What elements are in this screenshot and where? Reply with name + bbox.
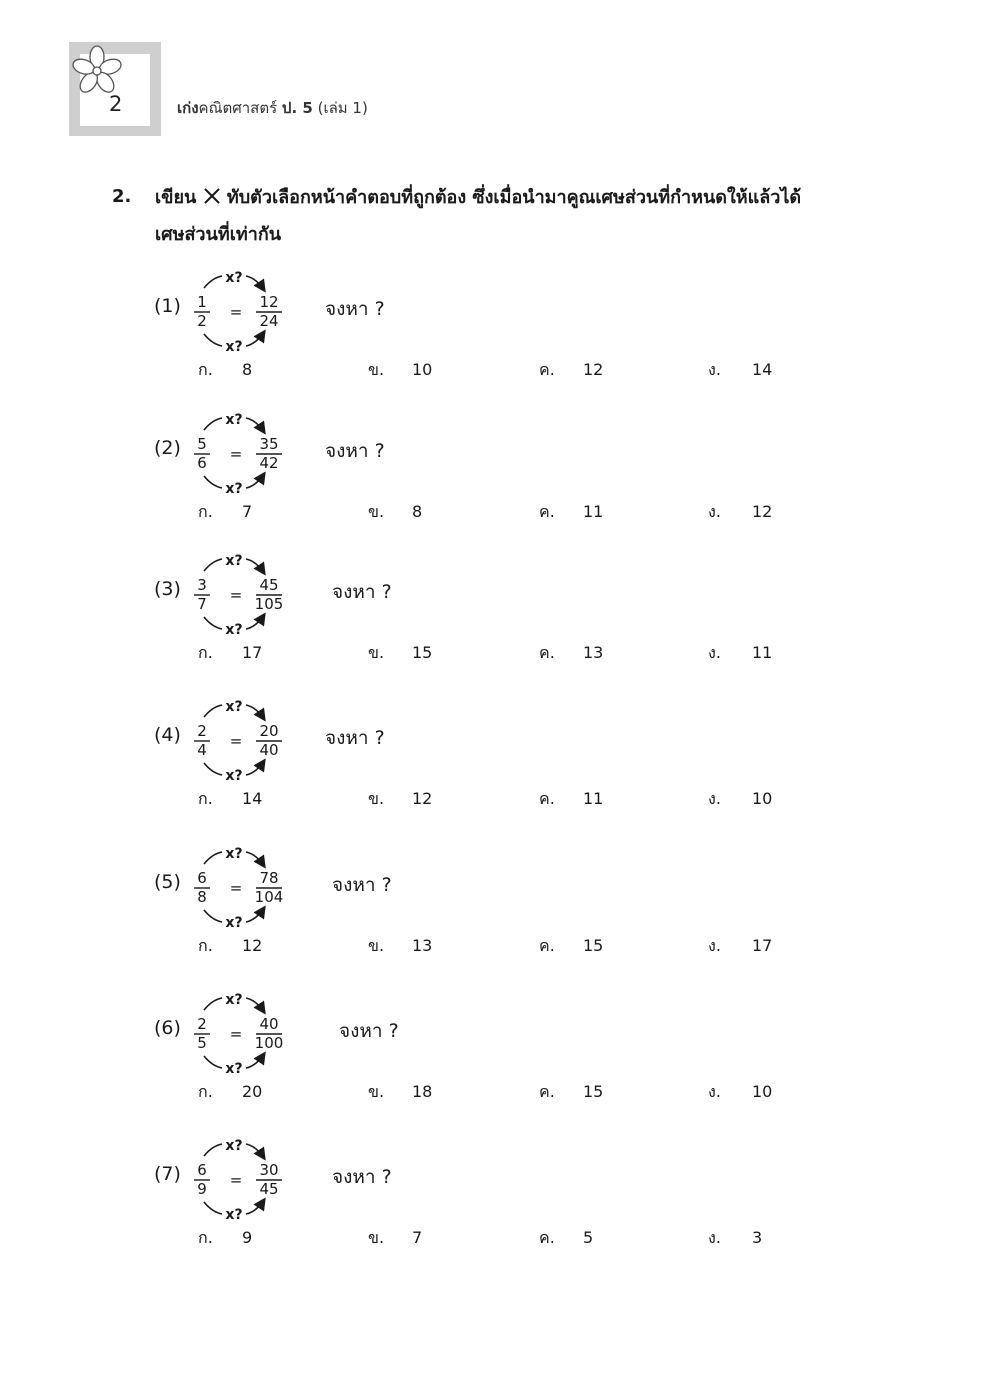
answer-option[interactable] — [368, 358, 432, 383]
result-denominator: 40 — [259, 741, 279, 759]
option-letter: ง. — [708, 643, 721, 662]
equals-sign: = — [229, 303, 243, 321]
option-value: 10 — [752, 789, 773, 808]
fraction-numerator: 1 — [197, 293, 207, 311]
answer-option[interactable] — [198, 358, 252, 383]
answer-option[interactable] — [368, 934, 432, 959]
answer-option[interactable] — [539, 787, 603, 812]
option-value: 7 — [242, 502, 253, 521]
fraction-numerator: 6 — [197, 869, 207, 887]
option-letter: ง. — [708, 360, 721, 379]
bottom-arrow — [246, 332, 264, 346]
option-value: 3 — [752, 1228, 763, 1247]
bottom-arrow — [246, 761, 264, 775]
bottom-arc-left — [204, 763, 222, 775]
option-letter: ก. — [198, 643, 213, 662]
result-denominator: 104 — [254, 888, 284, 906]
equals-sign: = — [229, 445, 243, 463]
answer-option[interactable] — [708, 787, 772, 812]
option-letter: ค. — [539, 1228, 555, 1247]
multiplier-bottom: x? — [225, 1207, 243, 1221]
problem-label: (4) — [154, 724, 181, 746]
option-letter: ค. — [539, 789, 555, 808]
option-value: 11 — [752, 643, 773, 662]
option-letter: ค. — [539, 360, 555, 379]
answer-option[interactable] — [368, 787, 432, 812]
result-numerator: 35 — [259, 435, 279, 453]
cross-mark-icon — [203, 188, 221, 204]
find-prompt: จงหา ? — [325, 440, 385, 462]
answer-option[interactable] — [198, 1226, 252, 1251]
option-letter: ค. — [539, 502, 555, 521]
problem-2 — [0, 410, 992, 520]
result-numerator: 45 — [259, 576, 279, 594]
option-value: 12 — [583, 360, 604, 379]
option-value: 15 — [583, 936, 604, 955]
fraction-numerator: 6 — [197, 1161, 207, 1179]
top-arrow — [246, 998, 264, 1012]
find-prompt: จงหา ? — [325, 727, 385, 749]
multiplier-top: x? — [225, 553, 243, 569]
option-value: 5 — [583, 1228, 594, 1247]
option-letter: ก. — [198, 360, 213, 379]
answer-option[interactable] — [368, 1226, 422, 1251]
multiplier-top: x? — [225, 1138, 243, 1154]
option-value: 10 — [752, 1082, 773, 1101]
result-numerator: 12 — [259, 293, 279, 311]
option-value: 13 — [412, 936, 433, 955]
top-arc-left — [204, 559, 222, 571]
fraction-denominator: 5 — [197, 1034, 207, 1052]
fraction-denominator: 9 — [197, 1180, 207, 1198]
top-arrow — [246, 559, 264, 573]
bottom-arrow — [246, 474, 264, 488]
problem-6 — [0, 990, 992, 1100]
answer-option[interactable] — [708, 641, 772, 666]
multiplier-top: x? — [225, 412, 243, 428]
answer-option[interactable] — [708, 1226, 762, 1251]
option-value: 11 — [583, 789, 604, 808]
answer-option[interactable] — [539, 641, 603, 666]
top-arrow — [246, 705, 264, 719]
find-prompt: จงหา ? — [332, 1166, 392, 1188]
title-brand: เก่ง — [177, 99, 199, 117]
option-value: 17 — [752, 936, 773, 955]
fraction-denominator: 8 — [197, 888, 207, 906]
bottom-arrow — [246, 1200, 264, 1214]
book-title — [177, 96, 368, 120]
multiplier-top: x? — [225, 992, 243, 1008]
answer-option[interactable] — [198, 500, 252, 525]
problem-4 — [0, 697, 992, 807]
option-letter: ก. — [198, 789, 213, 808]
answer-option[interactable] — [708, 500, 772, 525]
problem-3 — [0, 551, 992, 661]
bottom-arc-left — [204, 476, 222, 488]
fraction-numerator: 3 — [197, 576, 207, 594]
answer-option[interactable] — [539, 358, 603, 383]
flower-icon — [70, 44, 124, 98]
top-arc-left — [204, 705, 222, 717]
option-value: 17 — [242, 643, 263, 662]
answer-option[interactable] — [708, 934, 772, 959]
title-grade: ป. 5 — [281, 99, 313, 117]
problem-7 — [0, 1136, 992, 1246]
answer-option[interactable] — [368, 641, 432, 666]
option-letter: ก. — [198, 502, 213, 521]
top-arrow — [246, 852, 264, 866]
option-value: 8 — [242, 360, 253, 379]
equals-sign: = — [229, 732, 243, 750]
option-value: 10 — [412, 360, 433, 379]
fraction-denominator: 7 — [197, 595, 207, 613]
top-arrow — [246, 276, 264, 290]
option-letter: ง. — [708, 1228, 721, 1247]
top-arc-left — [204, 418, 222, 430]
answer-option[interactable] — [539, 1226, 593, 1251]
top-arc-left — [204, 852, 222, 864]
answer-option[interactable] — [708, 358, 772, 383]
fraction-diagram — [182, 697, 292, 782]
question-number: 2. — [112, 186, 132, 207]
option-value: 15 — [412, 643, 433, 662]
option-value: 15 — [583, 1082, 604, 1101]
bottom-arc-left — [204, 1056, 222, 1068]
result-denominator: 100 — [254, 1034, 284, 1052]
multiplier-top: x? — [225, 846, 243, 862]
option-value: 7 — [412, 1228, 423, 1247]
option-letter: ข. — [368, 360, 385, 379]
option-value: 12 — [412, 789, 433, 808]
question-line-1 — [155, 182, 801, 211]
option-letter: ข. — [368, 1082, 385, 1101]
answer-option[interactable] — [198, 1080, 262, 1105]
option-letter: ง. — [708, 936, 721, 955]
bottom-arc-left — [204, 617, 222, 629]
answer-option[interactable] — [198, 787, 262, 812]
option-letter: ข. — [368, 789, 385, 808]
option-letter: ข. — [368, 1228, 385, 1247]
option-letter: ข. — [368, 502, 385, 521]
problem-1 — [0, 268, 992, 378]
multiplier-bottom: x? — [225, 768, 243, 782]
option-value: 11 — [583, 502, 604, 521]
fraction-diagram — [182, 410, 292, 495]
title-subject: คณิตศาสตร์ — [198, 99, 278, 117]
result-denominator: 45 — [259, 1180, 279, 1198]
option-value: 8 — [412, 502, 423, 521]
find-prompt: จงหา ? — [332, 581, 392, 603]
option-letter: ง. — [708, 789, 721, 808]
fraction-diagram — [182, 551, 292, 636]
fraction-numerator: 2 — [197, 1015, 207, 1033]
multiplier-top: x? — [225, 699, 243, 715]
option-value: 9 — [242, 1228, 253, 1247]
option-letter: ค. — [539, 643, 555, 662]
option-value: 13 — [583, 643, 604, 662]
problem-label: (7) — [154, 1163, 181, 1185]
multiplier-bottom: x? — [225, 481, 243, 495]
question-line-2: เศษส่วนที่เท่ากัน — [155, 224, 282, 245]
equals-sign: = — [229, 879, 243, 897]
problem-label: (1) — [154, 295, 181, 317]
page-number: 2 — [109, 92, 123, 116]
multiplier-bottom: x? — [225, 622, 243, 636]
option-letter: ค. — [539, 1082, 555, 1101]
option-letter: ก. — [198, 1082, 213, 1101]
title-volume: (เล่ม 1) — [317, 99, 368, 117]
option-letter: ง. — [708, 502, 721, 521]
equals-sign: = — [229, 1025, 243, 1043]
option-letter: ก. — [198, 936, 213, 955]
top-arc-left — [204, 998, 222, 1010]
equals-sign: = — [229, 586, 243, 604]
bottom-arrow — [246, 615, 264, 629]
bottom-arc-left — [204, 334, 222, 346]
instruction-before-mark: เขียน — [155, 187, 197, 208]
answer-option[interactable] — [708, 1080, 772, 1105]
result-denominator: 24 — [259, 312, 279, 330]
fraction-diagram — [182, 844, 292, 929]
fraction-denominator: 4 — [197, 741, 207, 759]
multiplier-bottom: x? — [225, 1061, 243, 1075]
bottom-arrow — [246, 908, 264, 922]
bottom-arc-left — [204, 1202, 222, 1214]
option-letter: ง. — [708, 1082, 721, 1101]
problem-5 — [0, 844, 992, 954]
fraction-diagram — [182, 268, 292, 353]
problem-label: (3) — [154, 578, 181, 600]
option-value: 14 — [752, 360, 773, 379]
fraction-numerator: 5 — [197, 435, 207, 453]
find-prompt: จงหา ? — [332, 874, 392, 896]
top-arrow — [246, 418, 264, 432]
fraction-denominator: 2 — [197, 312, 207, 330]
result-denominator: 105 — [254, 595, 284, 613]
fraction-diagram — [182, 1136, 292, 1221]
find-prompt: จงหา ? — [339, 1020, 399, 1042]
answer-option[interactable] — [368, 1080, 432, 1105]
option-letter: ข. — [368, 936, 385, 955]
option-letter: ก. — [198, 1228, 213, 1247]
equals-sign: = — [229, 1171, 243, 1189]
option-letter: ค. — [539, 936, 555, 955]
problem-label: (5) — [154, 871, 181, 893]
answer-option[interactable] — [368, 500, 422, 525]
fraction-denominator: 6 — [197, 454, 207, 472]
problem-label: (2) — [154, 437, 181, 459]
multiplier-bottom: x? — [225, 339, 243, 353]
option-value: 18 — [412, 1082, 433, 1101]
top-arc-left — [204, 1144, 222, 1156]
bottom-arc-left — [204, 910, 222, 922]
option-value: 14 — [242, 789, 263, 808]
find-prompt: จงหา ? — [325, 298, 385, 320]
result-numerator: 30 — [259, 1161, 279, 1179]
option-value: 12 — [242, 936, 263, 955]
option-value: 12 — [752, 502, 773, 521]
answer-option[interactable] — [539, 934, 603, 959]
result-numerator: 78 — [259, 869, 279, 887]
result-numerator: 40 — [259, 1015, 279, 1033]
fraction-numerator: 2 — [197, 722, 207, 740]
answer-option[interactable] — [198, 641, 262, 666]
multiplier-bottom: x? — [225, 915, 243, 929]
top-arc-left — [204, 276, 222, 288]
multiplier-top: x? — [225, 270, 243, 286]
result-numerator: 20 — [259, 722, 279, 740]
answer-option[interactable] — [539, 500, 603, 525]
instruction-after-mark: ทับตัวเลือกหน้าคำตอบที่ถูกต้อง ซึ่งเมื่อนำมาคูณเศษส่วนที่กำหนดให้แล้วได้ — [226, 187, 802, 208]
answer-option[interactable] — [198, 934, 262, 959]
bottom-arrow — [246, 1054, 264, 1068]
problem-label: (6) — [154, 1017, 181, 1039]
result-denominator: 42 — [259, 454, 279, 472]
top-arrow — [246, 1144, 264, 1158]
option-value: 20 — [242, 1082, 263, 1101]
option-letter: ข. — [368, 643, 385, 662]
fraction-diagram — [182, 990, 292, 1075]
answer-option[interactable] — [539, 1080, 603, 1105]
